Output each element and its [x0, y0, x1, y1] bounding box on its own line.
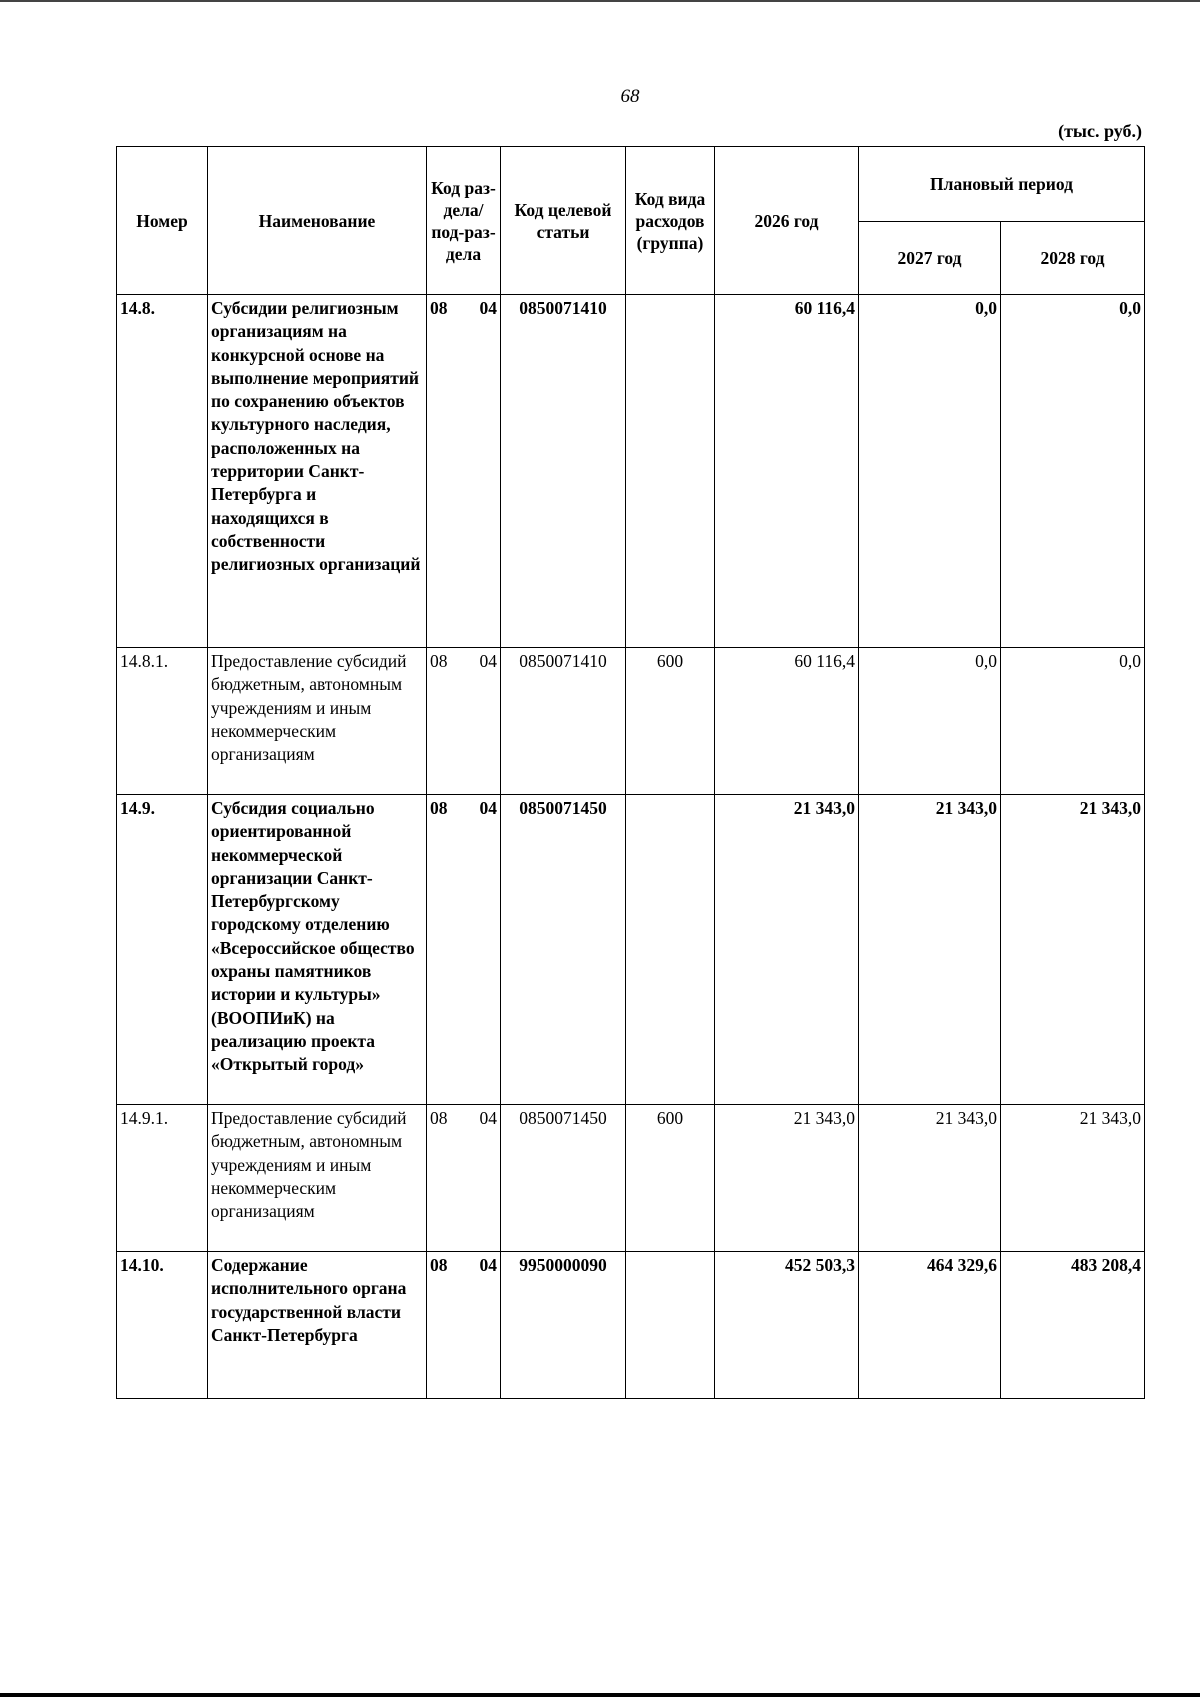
header-razdel: Код раз-дела/ под-раз-дела	[427, 147, 501, 295]
row-name: Субсидия социально ориентированной некоммерческой организации Санкт-Петербургскому городскому отделению «Всероссийское общество охраны памятников истории и культуры» (ВООПИиК) на реализацию проекта «Открытый город»	[208, 795, 427, 1105]
row-target-code: 9950000090	[501, 1252, 626, 1399]
row-razdel-code: 08	[430, 1255, 448, 1275]
row-podrazdel-code: 04	[479, 798, 497, 818]
row-amount-2028: 21 343,0	[1001, 795, 1145, 1105]
row-amount-2027: 21 343,0	[859, 795, 1001, 1105]
row-expense-code	[626, 295, 715, 648]
row-razdel	[427, 648, 501, 795]
row-target-code: 0850071410	[501, 648, 626, 795]
row-name: Содержание исполнительного органа государственной власти Санкт-Петербурга	[208, 1252, 427, 1399]
row-podrazdel-code: 04	[479, 1108, 497, 1128]
row-name: Предоставление субсидий бюджетным, автономным учреждениям и иным некоммерческим организациям	[208, 648, 427, 795]
row-razdel	[427, 1252, 501, 1399]
row-number: 14.8.	[117, 295, 208, 648]
table-row	[117, 295, 1145, 648]
row-razdel-code: 08	[430, 298, 448, 318]
row-expense-code	[626, 795, 715, 1105]
header-planned-period: Плановый период	[859, 147, 1145, 222]
table-header	[117, 147, 1145, 295]
row-target-code: 0850071450	[501, 795, 626, 1105]
row-target-code: 0850071450	[501, 1105, 626, 1252]
row-podrazdel-code: 04	[479, 1255, 497, 1275]
header-expense-code: Код вида расходов (группа)	[626, 147, 715, 295]
row-expense-code	[626, 1252, 715, 1399]
scan-edge-bottom	[0, 1693, 1200, 1697]
row-amount-2027: 21 343,0	[859, 1105, 1001, 1252]
units-label: (тыс. руб.)	[1058, 121, 1142, 141]
row-amount-2028: 0,0	[1001, 648, 1145, 795]
row-amount-2027: 0,0	[859, 648, 1001, 795]
row-number: 14.8.1.	[117, 648, 208, 795]
row-podrazdel-code: 04	[479, 298, 497, 318]
row-amount-2026: 60 116,4	[715, 295, 859, 648]
table-row	[117, 1105, 1145, 1252]
table-row	[117, 648, 1145, 795]
row-amount-2026: 21 343,0	[715, 1105, 859, 1252]
row-razdel-code: 08	[430, 1108, 448, 1128]
row-podrazdel-code: 04	[479, 651, 497, 671]
row-amount-2026: 21 343,0	[715, 795, 859, 1105]
header-2026: 2026 год	[715, 147, 859, 295]
row-number: 14.9.	[117, 795, 208, 1105]
row-razdel	[427, 1105, 501, 1252]
row-amount-2027: 0,0	[859, 295, 1001, 648]
scan-edge-top	[0, 0, 1200, 2]
budget-table	[116, 146, 1145, 1399]
table-row	[117, 795, 1145, 1105]
row-target-code: 0850071410	[501, 295, 626, 648]
page-number: 68	[620, 86, 640, 107]
table-row	[117, 1252, 1145, 1399]
row-amount-2026: 60 116,4	[715, 648, 859, 795]
row-amount-2028: 483 208,4	[1001, 1252, 1145, 1399]
row-razdel	[427, 795, 501, 1105]
header-target-code: Код целевой статьи	[501, 147, 626, 295]
header-2027: 2027 год	[859, 222, 1001, 295]
row-name: Субсидии религиозным организациям на конкурсной основе на выполнение мероприятий по сохранению объектов культурного наследия, расположенных на территории Санкт-Петербурга и находящихся в собственности религиозных организаций	[208, 295, 427, 648]
row-name: Предоставление субсидий бюджетным, автономным учреждениям и иным некоммерческим организациям	[208, 1105, 427, 1252]
row-expense-code: 600	[626, 648, 715, 795]
row-amount-2026: 452 503,3	[715, 1252, 859, 1399]
row-expense-code: 600	[626, 1105, 715, 1252]
row-razdel-code: 08	[430, 798, 448, 818]
row-amount-2028: 0,0	[1001, 295, 1145, 648]
row-number: 14.9.1.	[117, 1105, 208, 1252]
header-name: Наименование	[208, 147, 427, 295]
table-body	[117, 295, 1145, 1399]
header-number: Номер	[117, 147, 208, 295]
row-number: 14.10.	[117, 1252, 208, 1399]
row-razdel-code: 08	[430, 651, 448, 671]
header-2028: 2028 год	[1001, 222, 1145, 295]
row-amount-2028: 21 343,0	[1001, 1105, 1145, 1252]
row-amount-2027: 464 329,6	[859, 1252, 1001, 1399]
row-razdel	[427, 295, 501, 648]
